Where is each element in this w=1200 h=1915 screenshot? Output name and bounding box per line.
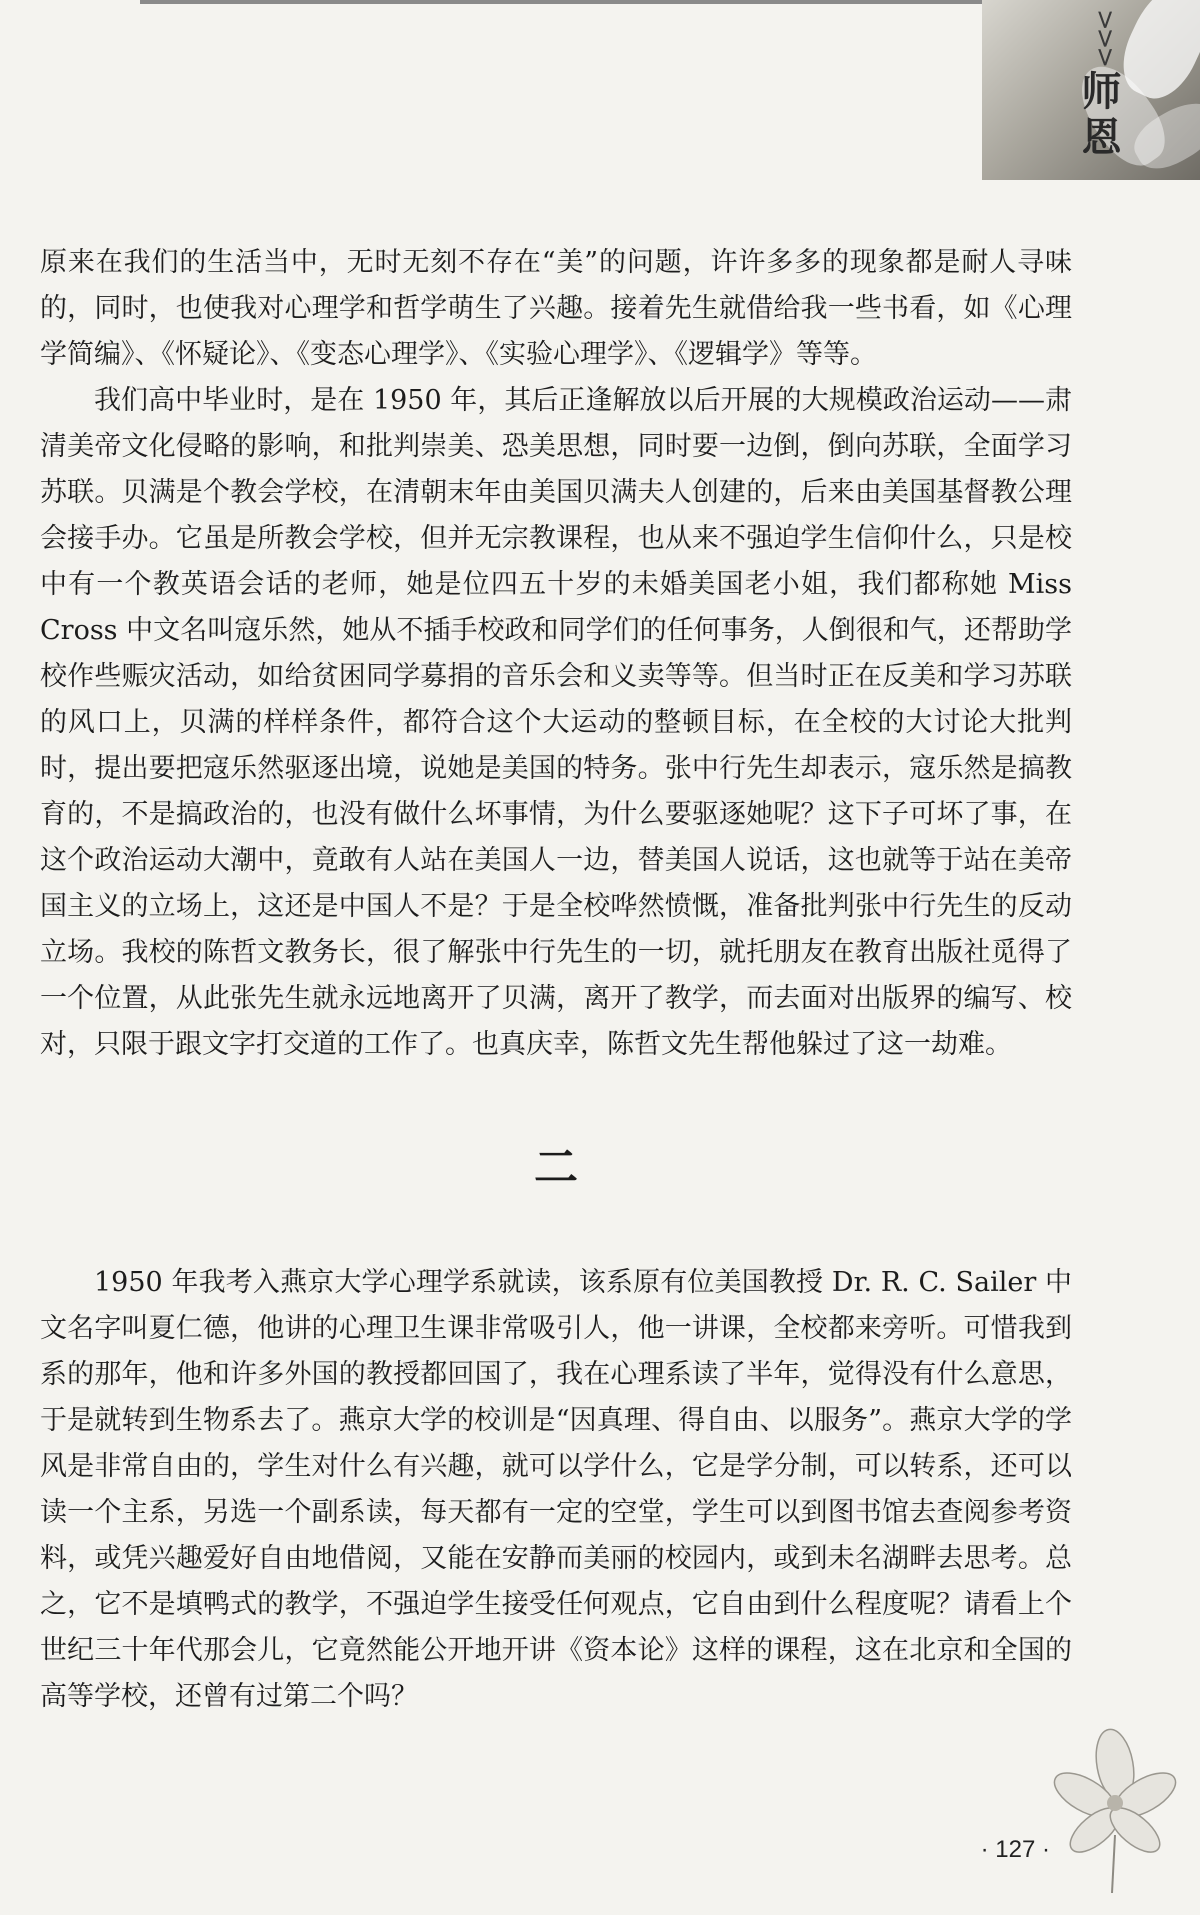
- paragraph: 我们高中毕业时，是在 1950 年，其后正逢解放以后开展的大规模政治运动——肃清美帝文化侵略的影响，和批判崇美、恐美思想，同时要一边倒，倒向苏联，全面学习苏联。贝满是个教会学校，在清朝末年由美国贝满夫人创建的，后来由美国基督教公理会接手办。它虽是所教会学校，但并无宗教课程，也从来不强迫学生信仰什么，只是校中有一个教英语会话的老师，她是位四五十岁的未婚美国老小姐，我们都称她 Miss Cross 中文名叫寇乐然，她从不插手校政和同学们的任何事务，人倒很和气，还帮助学校作些赈灾活动，如给贫困同学募捐的音乐会和义卖等等。但当时正在反美和学习苏联的风口上，贝满的样样条件，都符合这个大运动的整顿目标，在全校的大讨论大批判时，提出要把寇乐然驱逐出境，说她是美国的特务。张中行先生却表示，寇乐然是搞教育的，不是搞政治的，也没有做什么坏事情，为什么要驱逐她呢？这下子可坏了事，在这个政治运动大潮中，竟敢有人站在美国人一边，替美国人说话，这也就等于站在美帝国主义的立场上，这还是中国人不是？于是全校哗然愤慨，准备批判张中行先生的反动立场。我校的陈哲文教务长，很了解张中行先生的一切，就托朋友在教育出版社觅得了一个位置，从此张先生就永远地离开了贝满，离开了教学，而去面对出版界的编写、校对，只限于跟文字打交道的工作了。也真庆幸，陈哲文先生帮他躲过了这一劫难。: [40, 385, 1072, 1060]
- page-number: · 127 ·: [980, 1836, 1050, 1863]
- paragraph: 1950 年我考入燕京大学心理学系就读，该系原有位美国教授 Dr. R. C. Sailer 中文名字叫夏仁德，他讲的心理卫生课非常吸引人，他一讲课，全校都来旁听。可惜我到系的那年，他和许多外国的教授都回国了，我在心理系读了半年，觉得没有什么意思，于是就转到生物系去了。燕京大学的校训是“因真理、得自由、以服务”。燕京大学的学风是非常自由的，学生对什么有兴趣，就可以学什么，它是学分制，可以转系，还可以读一个主系，另选一个副系读，每天都有一定的空堂，学生可以到图书馆去查阅参考资料，或凭兴趣爱好自由地借阅，又能在安静而美丽的校园内，或到未名湖畔去思考。总之，它不是填鸭式的教学，不强迫学生接受任何观点，它自由到什么程度呢？请看上个世纪三十年代那会儿，它竟然能公开地开讲《资本论》这样的课程，这在北京和全国的高等学校，还曾有过第二个吗？: [40, 1267, 1072, 1712]
- section-label: 师恩: [1075, 70, 1121, 162]
- section-tab: [982, 0, 1200, 180]
- section-heading: 二: [534, 1142, 578, 1193]
- paragraph-continued: 原来在我们的生活当中，无时无刻不存在“美”的问题，许许多多的现象都是耐人寻味的，同时，也使我对心理学和哲学萌生了兴趣。接着先生就借给我一些书看，如《心理学简编》、《怀疑论》、《变态心理学》、《实验心理学》、《逻辑学》等等。: [40, 247, 1072, 370]
- top-rule: [140, 0, 1000, 4]
- page-body: [40, 240, 1072, 1720]
- chevron-arrows-icon: >>>: [1090, 8, 1121, 66]
- flower-icon: [1050, 1725, 1180, 1895]
